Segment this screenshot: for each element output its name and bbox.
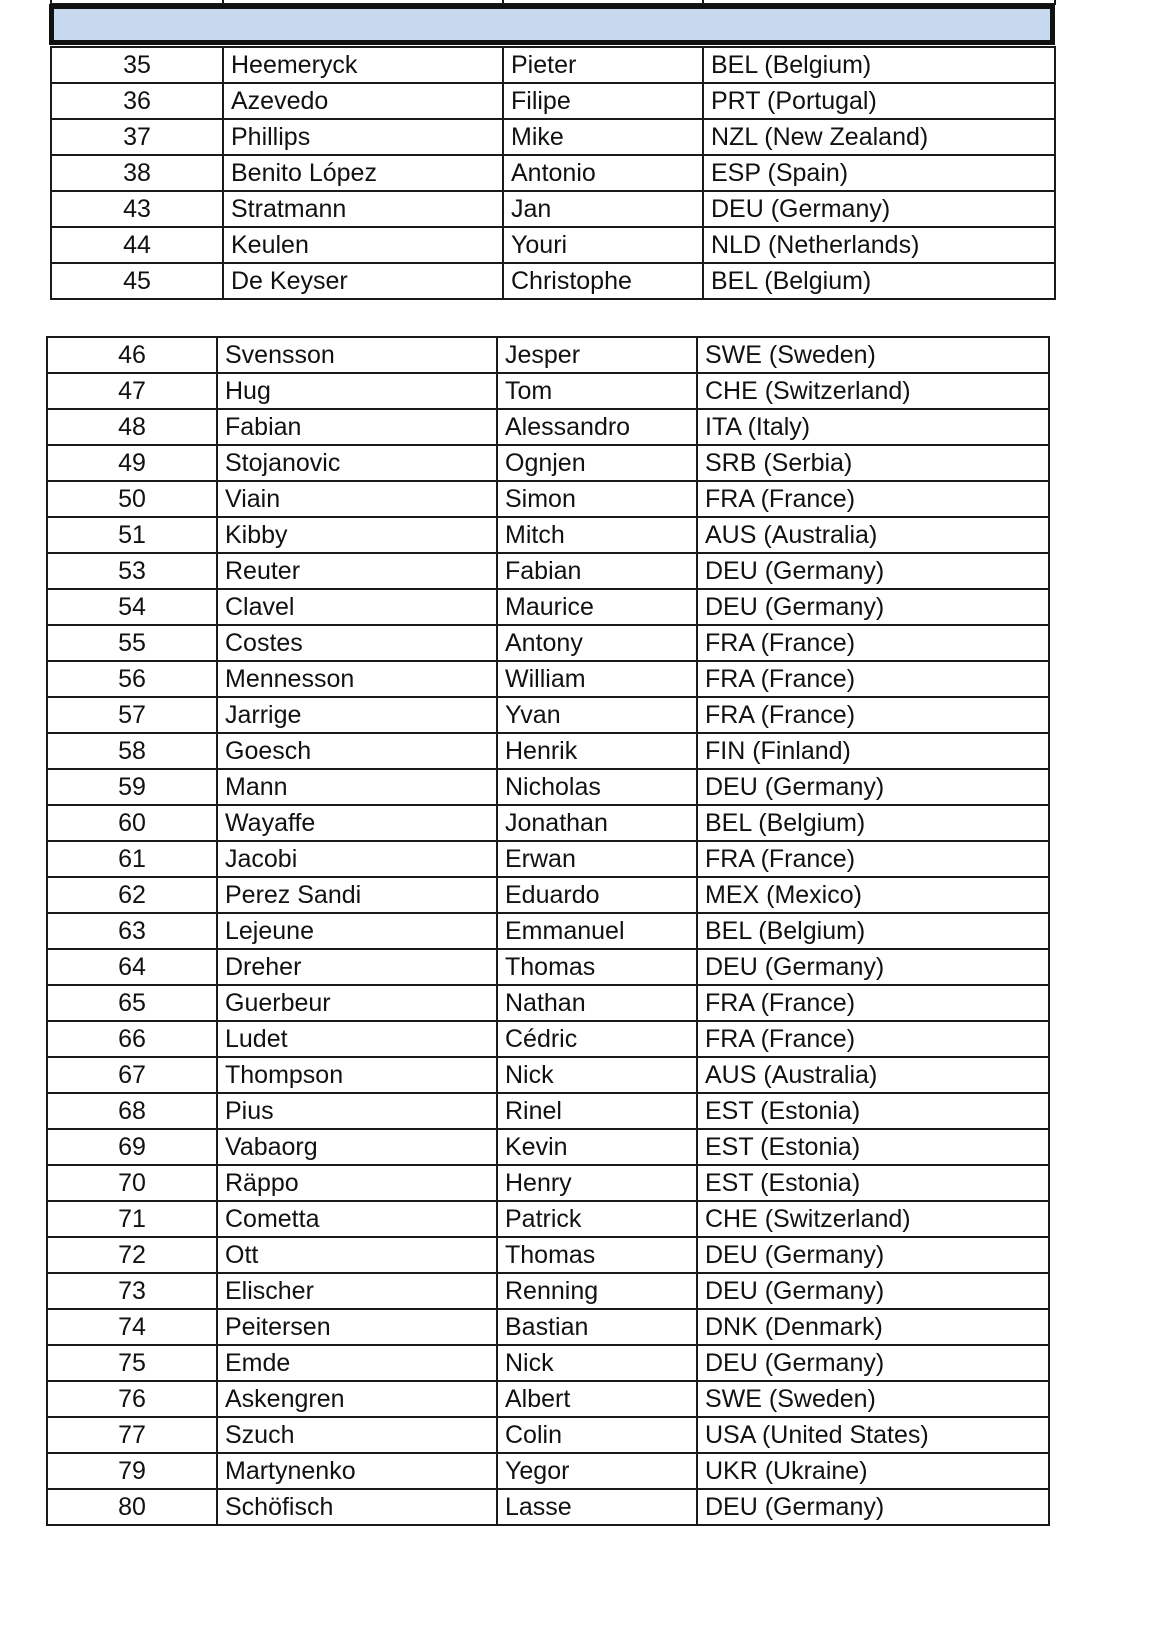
first-name-cell: Tom	[497, 373, 697, 409]
table-row	[47, 985, 1049, 1021]
table-row	[47, 553, 1049, 589]
country-cell: NZL (New Zealand)	[703, 119, 1055, 155]
country-cell: ESP (Spain)	[703, 155, 1055, 191]
last-name-cell: Stratmann	[223, 191, 503, 227]
bib-number-cell: 36	[51, 83, 223, 119]
country-cell: UKR (Ukraine)	[697, 1453, 1049, 1489]
blue-header-bar	[49, 4, 1055, 45]
country-cell: BEL (Belgium)	[703, 47, 1055, 83]
bib-number-cell: 55	[47, 625, 217, 661]
last-name-cell: Askengren	[217, 1381, 497, 1417]
bib-number-cell: 79	[47, 1453, 217, 1489]
first-name-cell: Yegor	[497, 1453, 697, 1489]
last-name-cell: Costes	[217, 625, 497, 661]
table-row	[47, 481, 1049, 517]
last-name-cell: Peitersen	[217, 1309, 497, 1345]
table-row	[47, 409, 1049, 445]
table-row	[47, 733, 1049, 769]
first-name-cell: Fabian	[497, 553, 697, 589]
bib-number-cell: 73	[47, 1273, 217, 1309]
country-cell: FRA (France)	[697, 661, 1049, 697]
table-row	[47, 445, 1049, 481]
last-name-cell: Vabaorg	[217, 1129, 497, 1165]
table-row	[51, 119, 1055, 155]
first-name-cell: Albert	[497, 1381, 697, 1417]
bib-number-cell: 50	[47, 481, 217, 517]
table-row	[47, 661, 1049, 697]
country-cell: AUS (Australia)	[697, 517, 1049, 553]
bib-number-cell: 37	[51, 119, 223, 155]
first-name-cell: Thomas	[497, 1237, 697, 1273]
first-name-cell: Antony	[497, 625, 697, 661]
bib-number-cell: 49	[47, 445, 217, 481]
bib-number-cell: 35	[51, 47, 223, 83]
bib-number-cell: 80	[47, 1489, 217, 1525]
bib-number-cell: 76	[47, 1381, 217, 1417]
first-name-cell: Jan	[503, 191, 703, 227]
table-row	[51, 263, 1055, 299]
country-cell: DEU (Germany)	[697, 553, 1049, 589]
first-name-cell: Alessandro	[497, 409, 697, 445]
bib-number-cell: 60	[47, 805, 217, 841]
table-row	[47, 589, 1049, 625]
country-cell: AUS (Australia)	[697, 1057, 1049, 1093]
table-row	[47, 877, 1049, 913]
bib-number-cell: 64	[47, 949, 217, 985]
last-name-cell: Kibby	[217, 517, 497, 553]
first-name-cell: Jonathan	[497, 805, 697, 841]
first-name-cell: Mike	[503, 119, 703, 155]
country-cell: FRA (France)	[697, 985, 1049, 1021]
country-cell: FIN (Finland)	[697, 733, 1049, 769]
last-name-cell: Ludet	[217, 1021, 497, 1057]
country-cell: FRA (France)	[697, 1021, 1049, 1057]
country-cell: CHE (Switzerland)	[697, 373, 1049, 409]
last-name-cell: Ott	[217, 1237, 497, 1273]
table-row	[47, 1165, 1049, 1201]
country-cell: FRA (France)	[697, 697, 1049, 733]
table-row	[47, 769, 1049, 805]
last-name-cell: Schöfisch	[217, 1489, 497, 1525]
first-name-cell: Rinel	[497, 1093, 697, 1129]
last-name-cell: Lejeune	[217, 913, 497, 949]
last-name-cell: Hug	[217, 373, 497, 409]
last-name-cell: Viain	[217, 481, 497, 517]
first-name-cell: Christophe	[503, 263, 703, 299]
first-name-cell: Youri	[503, 227, 703, 263]
country-cell: DEU (Germany)	[697, 1489, 1049, 1525]
country-cell: DNK (Denmark)	[697, 1309, 1049, 1345]
bib-number-cell: 75	[47, 1345, 217, 1381]
last-name-cell: Reuter	[217, 553, 497, 589]
first-name-cell: Jesper	[497, 337, 697, 373]
bib-number-cell: 63	[47, 913, 217, 949]
last-name-cell: Heemeryck	[223, 47, 503, 83]
table-row	[47, 841, 1049, 877]
last-name-cell: Mann	[217, 769, 497, 805]
table-row	[47, 337, 1049, 373]
table-row	[47, 1093, 1049, 1129]
first-name-cell: Mitch	[497, 517, 697, 553]
bib-number-cell: 77	[47, 1417, 217, 1453]
last-name-cell: Stojanovic	[217, 445, 497, 481]
first-name-cell: Filipe	[503, 83, 703, 119]
last-name-cell: Phillips	[223, 119, 503, 155]
first-name-cell: Thomas	[497, 949, 697, 985]
first-name-cell: Patrick	[497, 1201, 697, 1237]
country-cell: MEX (Mexico)	[697, 877, 1049, 913]
first-name-cell: Erwan	[497, 841, 697, 877]
last-name-cell: Wayaffe	[217, 805, 497, 841]
table-row	[47, 1129, 1049, 1165]
first-name-cell: William	[497, 661, 697, 697]
table-row	[51, 155, 1055, 191]
last-name-cell: Räppo	[217, 1165, 497, 1201]
table-row	[51, 191, 1055, 227]
first-name-cell: Renning	[497, 1273, 697, 1309]
last-name-cell: Mennesson	[217, 661, 497, 697]
last-name-cell: Goesch	[217, 733, 497, 769]
bib-number-cell: 61	[47, 841, 217, 877]
last-name-cell: Guerbeur	[217, 985, 497, 1021]
table-row	[47, 1453, 1049, 1489]
last-name-cell: Clavel	[217, 589, 497, 625]
last-name-cell: Benito López	[223, 155, 503, 191]
bib-number-cell: 45	[51, 263, 223, 299]
table-row	[47, 1489, 1049, 1525]
bib-number-cell: 71	[47, 1201, 217, 1237]
bib-number-cell: 62	[47, 877, 217, 913]
first-name-cell: Eduardo	[497, 877, 697, 913]
country-cell: EST (Estonia)	[697, 1129, 1049, 1165]
last-name-cell: Azevedo	[223, 83, 503, 119]
country-cell: DEU (Germany)	[697, 589, 1049, 625]
country-cell: DEU (Germany)	[697, 1273, 1049, 1309]
last-name-cell: De Keyser	[223, 263, 503, 299]
first-name-cell: Pieter	[503, 47, 703, 83]
table-row	[47, 625, 1049, 661]
country-cell: PRT (Portugal)	[703, 83, 1055, 119]
bib-number-cell: 72	[47, 1237, 217, 1273]
country-cell: DEU (Germany)	[697, 1237, 1049, 1273]
last-name-cell: Martynenko	[217, 1453, 497, 1489]
last-name-cell: Fabian	[217, 409, 497, 445]
table-row	[51, 83, 1055, 119]
table-row	[51, 47, 1055, 83]
country-cell: BEL (Belgium)	[697, 805, 1049, 841]
country-cell: EST (Estonia)	[697, 1093, 1049, 1129]
country-cell: DEU (Germany)	[697, 769, 1049, 805]
bib-number-cell: 43	[51, 191, 223, 227]
bib-number-cell: 59	[47, 769, 217, 805]
first-name-cell: Antonio	[503, 155, 703, 191]
first-name-cell: Maurice	[497, 589, 697, 625]
first-name-cell: Simon	[497, 481, 697, 517]
first-name-cell: Henrik	[497, 733, 697, 769]
country-cell: SWE (Sweden)	[697, 1381, 1049, 1417]
table-row	[47, 1381, 1049, 1417]
last-name-cell: Svensson	[217, 337, 497, 373]
first-name-cell: Nathan	[497, 985, 697, 1021]
bib-number-cell: 56	[47, 661, 217, 697]
table-row	[47, 949, 1049, 985]
participants-table-main	[46, 336, 1050, 1526]
country-cell: EST (Estonia)	[697, 1165, 1049, 1201]
participants-table-top	[50, 0, 1056, 300]
last-name-cell: Jarrige	[217, 697, 497, 733]
bib-number-cell: 54	[47, 589, 217, 625]
last-name-cell: Elischer	[217, 1273, 497, 1309]
country-cell: BEL (Belgium)	[703, 263, 1055, 299]
table-row	[47, 1021, 1049, 1057]
table-row	[47, 1345, 1049, 1381]
country-cell: BEL (Belgium)	[697, 913, 1049, 949]
country-cell: FRA (France)	[697, 841, 1049, 877]
country-cell: SWE (Sweden)	[697, 337, 1049, 373]
country-cell: FRA (France)	[697, 481, 1049, 517]
bib-number-cell: 53	[47, 553, 217, 589]
last-name-cell: Thompson	[217, 1057, 497, 1093]
first-name-cell: Yvan	[497, 697, 697, 733]
table-row	[47, 517, 1049, 553]
first-name-cell: Colin	[497, 1417, 697, 1453]
first-name-cell: Cédric	[497, 1021, 697, 1057]
last-name-cell: Dreher	[217, 949, 497, 985]
table-row	[47, 1237, 1049, 1273]
last-name-cell: Keulen	[223, 227, 503, 263]
table-row	[47, 913, 1049, 949]
table-row	[47, 1417, 1049, 1453]
table-row	[47, 1273, 1049, 1309]
first-name-cell: Ognjen	[497, 445, 697, 481]
bib-number-cell: 46	[47, 337, 217, 373]
bib-number-cell: 67	[47, 1057, 217, 1093]
bib-number-cell: 44	[51, 227, 223, 263]
bib-number-cell: 57	[47, 697, 217, 733]
bib-number-cell: 65	[47, 985, 217, 1021]
country-cell: CHE (Switzerland)	[697, 1201, 1049, 1237]
last-name-cell: Cometta	[217, 1201, 497, 1237]
table-row	[47, 1201, 1049, 1237]
bib-number-cell: 48	[47, 409, 217, 445]
last-name-cell: Pius	[217, 1093, 497, 1129]
table-row	[51, 227, 1055, 263]
bib-number-cell: 74	[47, 1309, 217, 1345]
last-name-cell: Perez Sandi	[217, 877, 497, 913]
first-name-cell: Nick	[497, 1345, 697, 1381]
bib-number-cell: 70	[47, 1165, 217, 1201]
first-name-cell: Bastian	[497, 1309, 697, 1345]
last-name-cell: Szuch	[217, 1417, 497, 1453]
bib-number-cell: 66	[47, 1021, 217, 1057]
country-cell: DEU (Germany)	[697, 1345, 1049, 1381]
bib-number-cell: 47	[47, 373, 217, 409]
bib-number-cell: 69	[47, 1129, 217, 1165]
country-cell: ITA (Italy)	[697, 409, 1049, 445]
table-row	[47, 1309, 1049, 1345]
last-name-cell: Jacobi	[217, 841, 497, 877]
bib-number-cell: 51	[47, 517, 217, 553]
first-name-cell: Emmanuel	[497, 913, 697, 949]
bib-number-cell: 68	[47, 1093, 217, 1129]
bib-number-cell: 38	[51, 155, 223, 191]
first-name-cell: Henry	[497, 1165, 697, 1201]
table-row	[47, 805, 1049, 841]
first-name-cell: Nicholas	[497, 769, 697, 805]
country-cell: NLD (Netherlands)	[703, 227, 1055, 263]
country-cell: DEU (Germany)	[703, 191, 1055, 227]
country-cell: SRB (Serbia)	[697, 445, 1049, 481]
table-row	[47, 1057, 1049, 1093]
first-name-cell: Nick	[497, 1057, 697, 1093]
first-name-cell: Kevin	[497, 1129, 697, 1165]
table-row	[47, 697, 1049, 733]
bib-number-cell: 58	[47, 733, 217, 769]
table-row	[47, 373, 1049, 409]
country-cell: USA (United States)	[697, 1417, 1049, 1453]
country-cell: FRA (France)	[697, 625, 1049, 661]
last-name-cell: Emde	[217, 1345, 497, 1381]
first-name-cell: Lasse	[497, 1489, 697, 1525]
country-cell: DEU (Germany)	[697, 949, 1049, 985]
